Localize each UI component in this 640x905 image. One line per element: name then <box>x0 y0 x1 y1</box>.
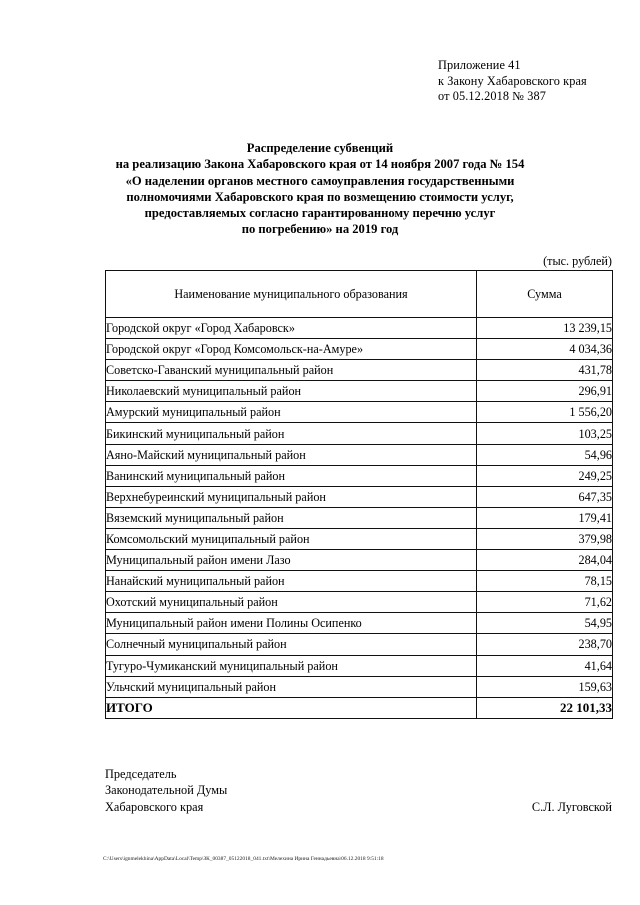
cell-municipality-name: Городской округ «Город Хабаровск» <box>106 318 477 339</box>
title-line-2: на реализацию Закона Хабаровского края от 14 ноября 2007 года № 154 <box>115 157 525 172</box>
units-note: (тыс. рублей) <box>543 254 612 268</box>
cell-municipality-name: Верхнебуреинский муниципальный район <box>106 486 477 507</box>
table-row <box>106 402 613 423</box>
distribution-table-wrapper <box>105 270 612 719</box>
cell-municipality-name: Амурский муниципальный район <box>106 402 477 423</box>
cell-municipality-name: Вяземский муниципальный район <box>106 507 477 528</box>
table-row <box>106 360 613 381</box>
cell-amount: 431,78 <box>477 360 613 381</box>
column-header-name: Наименование муниципального образования <box>106 271 477 318</box>
cell-municipality-name: Аяно-Майский муниципальный район <box>106 444 477 465</box>
cell-amount: 379,98 <box>477 528 613 549</box>
table-row <box>106 507 613 528</box>
cell-municipality-name: Муниципальный район имени Полины Осипенко <box>106 613 477 634</box>
cell-amount: 54,96 <box>477 444 613 465</box>
title-line-3: «О наделении органов местного самоуправления государственными <box>125 173 515 188</box>
table-row <box>106 444 613 465</box>
cell-municipality-name: Городской округ «Город Комсомольск-на-Амуре» <box>106 339 477 360</box>
signatory-name: С.Л. Луговской <box>531 799 612 814</box>
cell-amount: 54,95 <box>477 613 613 634</box>
table-row <box>106 676 613 697</box>
cell-amount: 13 239,15 <box>477 318 613 339</box>
table-row <box>106 634 613 655</box>
table-row <box>106 486 613 507</box>
cell-municipality-name: Советско-Гаванский муниципальный район <box>106 360 477 381</box>
cell-municipality-name: Тугуро-Чумиканский муниципальный район <box>106 655 477 676</box>
cell-municipality-name: Ульчский муниципальный район <box>106 676 477 697</box>
cell-amount: 284,04 <box>477 550 613 571</box>
signature-block <box>105 766 612 815</box>
title-line-6: по погребению» на 2019 год <box>241 222 399 237</box>
cell-municipality-name: Охотский муниципальный район <box>106 592 477 613</box>
appendix-law: к Закону Хабаровского края <box>438 73 587 88</box>
signatory-position-line-3: Хабаровского края <box>105 799 204 814</box>
cell-amount: 71,62 <box>477 592 613 613</box>
appendix-date: от 05.12.2018 № 387 <box>438 89 546 104</box>
cell-total-amount: 22 101,33 <box>477 697 613 718</box>
cell-municipality-name: Николаевский муниципальный район <box>106 381 477 402</box>
cell-amount: 4 034,36 <box>477 339 613 360</box>
cell-amount: 159,63 <box>477 676 613 697</box>
cell-amount: 238,70 <box>477 634 613 655</box>
table-total-row <box>106 697 613 718</box>
appendix-reference <box>438 58 587 105</box>
cell-amount: 78,15 <box>477 571 613 592</box>
signatory-position-line-1: Председатель <box>105 767 177 781</box>
cell-municipality-name: Муниципальный район имени Лазо <box>106 550 477 571</box>
table-row <box>106 613 613 634</box>
title-line-4: полномочиями Хабаровского края по возмещению стоимости услуг, <box>126 189 514 204</box>
table-row <box>106 592 613 613</box>
cell-amount: 103,25 <box>477 423 613 444</box>
signatory-position-line-2: Законодательной Думы <box>105 783 228 798</box>
distribution-table <box>105 270 613 719</box>
cell-amount: 296,91 <box>477 381 613 402</box>
cell-amount: 647,35 <box>477 486 613 507</box>
table-row <box>106 528 613 549</box>
table-row <box>106 423 613 444</box>
cell-amount: 1 556,20 <box>477 402 613 423</box>
table-header <box>106 271 613 318</box>
cell-amount: 179,41 <box>477 507 613 528</box>
cell-amount: 249,25 <box>477 465 613 486</box>
table-row <box>106 318 613 339</box>
appendix-number: Приложение 41 <box>438 58 521 72</box>
table-row <box>106 465 613 486</box>
footer-file-path: C:\Users\ignmelekhina\AppData\Local\Temp\ЗК_00387_05122018_041.txt\Мелехина Ирина Геннадьевна\06.12.2018 9:51:18 <box>103 856 384 862</box>
page-title <box>64 140 576 238</box>
column-header-sum: Сумма <box>477 271 613 318</box>
cell-municipality-name: Комсомольский муниципальный район <box>106 528 477 549</box>
table-row <box>106 550 613 571</box>
table-row <box>106 571 613 592</box>
title-line-5: предоставляемых согласно гарантированному перечню услуг <box>144 206 496 221</box>
signature-row <box>105 799 612 815</box>
cell-municipality-name: Ванинский муниципальный район <box>106 465 477 486</box>
title-line-1: Распределение субвенций <box>246 141 394 155</box>
cell-total-label: ИТОГО <box>106 697 477 718</box>
table-row <box>106 655 613 676</box>
table-row <box>106 339 613 360</box>
cell-amount: 41,64 <box>477 655 613 676</box>
table-header-row <box>106 271 613 318</box>
cell-municipality-name: Нанайский муниципальный район <box>106 571 477 592</box>
table-row <box>106 381 613 402</box>
cell-municipality-name: Солнечный муниципальный район <box>106 634 477 655</box>
cell-municipality-name: Бикинский муниципальный район <box>106 423 477 444</box>
table-body <box>106 318 613 719</box>
